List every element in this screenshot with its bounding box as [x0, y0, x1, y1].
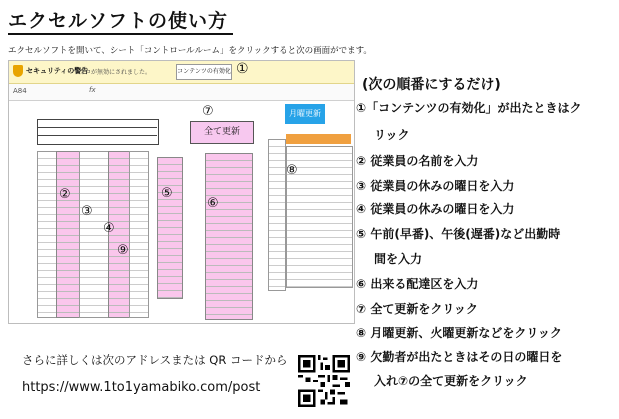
marker-8: ⑧ [286, 163, 298, 178]
header-divider [37, 127, 157, 128]
marker-7: ⑦ [202, 104, 214, 119]
marker-3: ③ [81, 204, 93, 219]
security-label: セキュリティの警告 [26, 67, 89, 75]
fx-icon: fx [89, 86, 96, 94]
enable-content-button[interactable]: コンテンツの有効化 [176, 64, 232, 80]
name-column[interactable] [56, 151, 80, 318]
step-line: ② 従業員の名前を入力 [356, 154, 479, 168]
weekday-sheet [268, 104, 353, 304]
extra-column [129, 151, 149, 318]
marker-9: ⑨ [117, 243, 129, 258]
intro-text: エクセルソフトを開いて、シート「コントロールルーム」をクリックすると次の画面がでます。 [8, 46, 372, 56]
step-line: 入れ⑦の全て更新をクリック [374, 374, 528, 388]
step-line: ⑥ 出来る配達区を入力 [356, 277, 479, 291]
update-all-button[interactable]: 全て更新 [190, 121, 254, 144]
more-info-text: さらに詳しくは次のアドレスまたは QR コードから [22, 353, 288, 367]
header-divider [37, 135, 157, 136]
monday-update-button[interactable]: 月曜更新 [285, 104, 325, 124]
marker-2: ② [59, 187, 71, 202]
qr-code-icon[interactable] [298, 355, 350, 407]
security-message: マクロが無効にされました。 [73, 69, 152, 76]
weekday-sheet-rows [268, 139, 286, 291]
step-line: ⑤ 午前(早番)、午後(遅番)など出勤時 [356, 227, 561, 241]
steps-heading: (次の順番にするだけ) [362, 77, 501, 93]
step-line: ④ 従業員の休みの曜日を入力 [356, 202, 515, 216]
shift-time-column[interactable] [157, 157, 183, 299]
sheet-header-table [37, 119, 159, 145]
step-line: ⑧ 月曜更新、火曜更新などをクリック [356, 326, 562, 340]
page-title: エクセルソフトの使い方 [8, 10, 229, 32]
cell-reference[interactable]: A84 [13, 87, 27, 95]
step-line: ③ 従業員の休みの曜日を入力 [356, 179, 515, 193]
step-line: ⑨ 欠勤者が出たときはその日の曜日を [356, 350, 563, 364]
weekday-header-row [286, 134, 351, 144]
step-line: 間を入力 [374, 252, 423, 266]
security-warning-bar [9, 61, 354, 84]
marker-5: ⑤ [161, 186, 173, 201]
step-line: ⑦ 全て更新をクリック [356, 302, 478, 316]
step-line: ①「コンテンツの有効化」が出たときはク [356, 101, 582, 115]
marker-1: ① [236, 61, 249, 77]
row-number-column [37, 151, 57, 318]
title-underline [8, 33, 233, 35]
website-url[interactable]: https://www.1to1yamabiko.com/post [22, 380, 261, 395]
marker-6: ⑥ [207, 196, 219, 211]
shield-icon [13, 65, 23, 77]
delivery-area-column[interactable] [205, 153, 253, 320]
step-line: リック [374, 128, 410, 142]
formula-bar [9, 84, 354, 101]
marker-4: ④ [103, 221, 115, 236]
